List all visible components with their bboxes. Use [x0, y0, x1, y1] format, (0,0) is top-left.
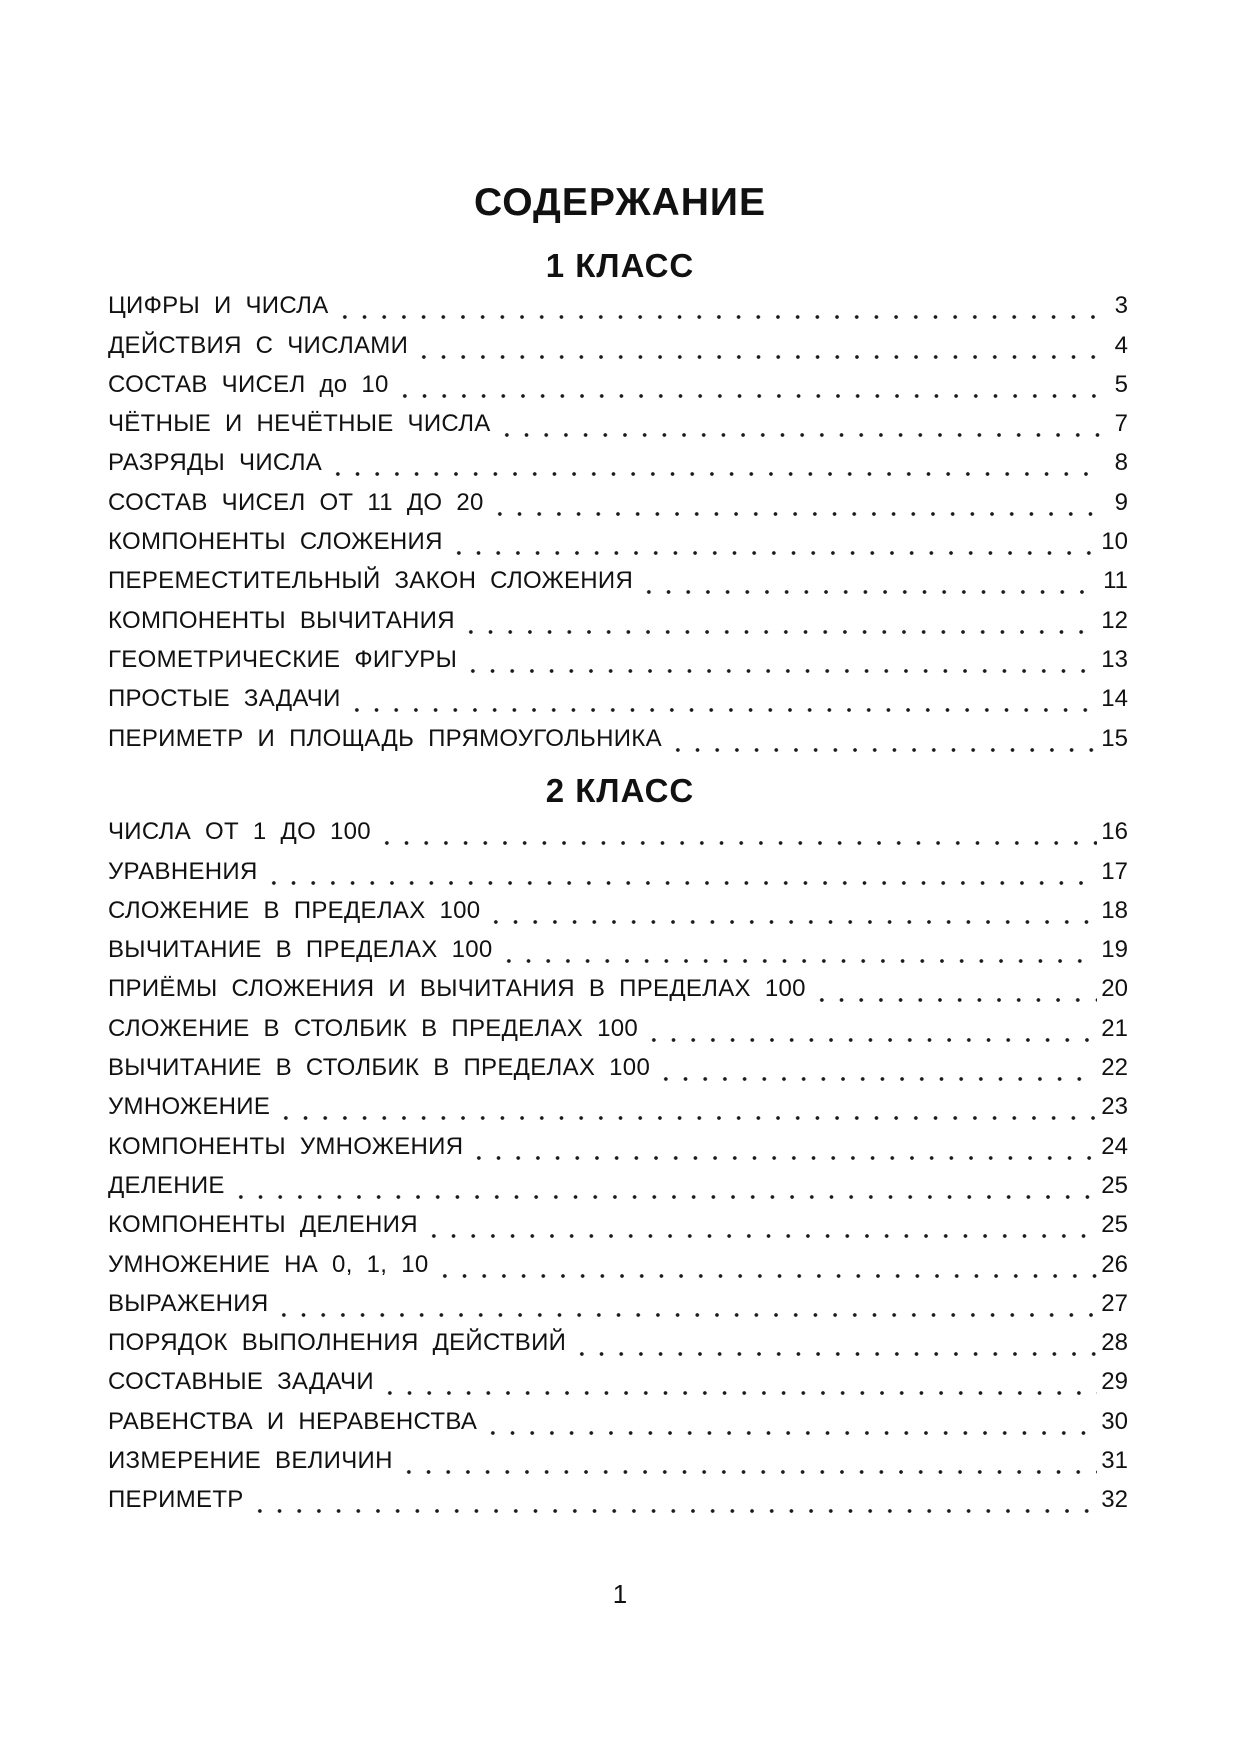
- dot-leader: [497, 409, 1102, 439]
- toc-entry-page-number: 15: [1101, 724, 1128, 752]
- toc-entry-page-number: 10: [1101, 528, 1128, 556]
- dot-leader: [399, 1446, 1098, 1476]
- toc-entry-page-number: 25: [1101, 1171, 1128, 1199]
- toc-entry-page-number: 29: [1101, 1368, 1128, 1396]
- toc-entry: [108, 847, 1128, 886]
- toc-entry-page-number: 17: [1101, 857, 1128, 885]
- toc-entry-page-number: 24: [1101, 1132, 1128, 1160]
- dot-leader: [414, 331, 1102, 361]
- toc-entry: [108, 1162, 1128, 1201]
- dot-leader: [639, 566, 1099, 596]
- toc-entry-title: ЧЁТНЫЕ И НЕЧЁТНЫЕ ЧИСЛА: [108, 410, 491, 438]
- dot-leader: [490, 488, 1102, 518]
- dot-leader: [668, 724, 1097, 754]
- toc-entry-page-number: 12: [1101, 606, 1128, 634]
- toc-entry: [108, 1004, 1128, 1043]
- toc-entry-title: ПЕРИМЕТР: [108, 1486, 244, 1514]
- toc-entry: [108, 808, 1128, 847]
- toc-entry-title: ПЕРИМЕТР И ПЛОЩАДЬ ПРЯМОУГОЛЬНИКА: [108, 724, 662, 752]
- dot-leader: [395, 370, 1102, 400]
- toc-entry-title: РАВЕНСТВА И НЕРАВЕНСТВА: [108, 1407, 478, 1435]
- dot-leader: [435, 1250, 1098, 1280]
- toc-entry-page-number: 31: [1101, 1447, 1128, 1475]
- dot-leader: [231, 1171, 1098, 1201]
- toc-entry-title: СОСТАВНЫЕ ЗАДАЧИ: [108, 1368, 374, 1396]
- toc-entry: [108, 1083, 1128, 1122]
- toc-entry: [108, 714, 1128, 753]
- toc-entry-title: ВЫЧИТАНИЕ В СТОЛБИК В ПРЕДЕЛАХ 100: [108, 1054, 651, 1082]
- dot-leader: [644, 1014, 1097, 1044]
- toc-entry-title: ЦИФРЫ И ЧИСЛА: [108, 292, 329, 320]
- toc-entry-title: ИЗМЕРЕНИЕ ВЕЛИЧИН: [108, 1447, 393, 1475]
- dot-leader: [483, 1407, 1097, 1437]
- toc-entry-title: СЛОЖЕНИЕ В СТОЛБИК В ПРЕДЕЛАХ 100: [108, 1014, 639, 1042]
- section-heading-grade-1: 1 КЛАСС: [545, 247, 695, 284]
- dot-leader: [499, 935, 1098, 965]
- toc-entry: [108, 1319, 1128, 1358]
- page-number: 1: [612, 1579, 628, 1609]
- dot-leader: [463, 645, 1097, 675]
- toc-entry-page-number: 4: [1114, 331, 1128, 359]
- toc-entry-title: СЛОЖЕНИЕ В ПРЕДЕЛАХ 100: [108, 896, 481, 924]
- toc-entry: [108, 887, 1128, 926]
- toc-entry-title: ПРИЁМЫ СЛОЖЕНИЯ И ВЫЧИТАНИЯ В ПРЕДЕЛАХ 100: [108, 975, 806, 1003]
- dot-leader: [380, 1367, 1097, 1397]
- toc-entry: [108, 965, 1128, 1004]
- toc-entry-page-number: 30: [1101, 1407, 1128, 1435]
- toc-entry-page-number: 14: [1101, 685, 1128, 713]
- toc-entry-title: УМНОЖЕНИЕ: [108, 1093, 271, 1121]
- page-title: СОДЕРЖАНИЕ: [474, 181, 766, 224]
- toc-list-grade-2: [108, 808, 1128, 1515]
- dot-leader: [274, 1289, 1097, 1319]
- toc-entry: [108, 596, 1128, 635]
- toc-entry-page-number: 13: [1101, 645, 1128, 673]
- toc-entry-page-number: 3: [1114, 292, 1128, 320]
- dot-leader: [377, 817, 1097, 847]
- toc-entry: [108, 636, 1128, 675]
- dot-leader: [250, 1485, 1098, 1515]
- dot-leader: [335, 291, 1102, 321]
- toc-entry: [108, 1280, 1128, 1319]
- toc-entry: [108, 478, 1128, 517]
- toc-entry-title: ДЕЛЕНИЕ: [108, 1171, 225, 1199]
- toc-entry: [108, 675, 1128, 714]
- toc-entry-page-number: 27: [1101, 1289, 1128, 1317]
- toc-entry: [108, 1397, 1128, 1436]
- toc-entry: [108, 1240, 1128, 1279]
- toc-entry-page-number: 25: [1101, 1211, 1128, 1239]
- toc-entry: [108, 1476, 1128, 1515]
- toc-entry-page-number: 11: [1103, 567, 1128, 595]
- toc-list-grade-1: [108, 282, 1128, 754]
- toc-entry-page-number: 9: [1114, 488, 1128, 516]
- dot-leader: [264, 857, 1098, 887]
- toc-entry: [108, 439, 1128, 478]
- toc-entry-title: ВЫРАЖЕНИЯ: [108, 1289, 269, 1317]
- dot-leader: [276, 1092, 1097, 1122]
- toc-entry-page-number: 32: [1101, 1486, 1128, 1514]
- toc-entry-page-number: 22: [1101, 1054, 1128, 1082]
- toc-entry-title: ДЕЙСТВИЯ С ЧИСЛАМИ: [108, 331, 409, 359]
- dot-leader: [486, 896, 1097, 926]
- dot-leader: [469, 1132, 1097, 1162]
- toc-entry: [108, 1358, 1128, 1397]
- toc-entry-title: ВЫЧИТАНИЕ В ПРЕДЕЛАХ 100: [108, 936, 493, 964]
- toc-entry-page-number: 23: [1101, 1093, 1128, 1121]
- dot-leader: [572, 1328, 1097, 1358]
- toc-entry-page-number: 20: [1101, 975, 1128, 1003]
- toc-entry: [108, 926, 1128, 965]
- toc-entry-page-number: 5: [1114, 370, 1128, 398]
- toc-entry-title: ПОРЯДОК ВЫПОЛНЕНИЯ ДЕЙСТВИЙ: [108, 1329, 567, 1357]
- toc-entry-title: ГЕОМЕТРИЧЕСКИЕ ФИГУРЫ: [108, 645, 458, 673]
- dot-leader: [656, 1053, 1097, 1083]
- toc-entry: [108, 1122, 1128, 1161]
- toc-entry: [108, 1437, 1128, 1476]
- dot-leader: [461, 606, 1097, 636]
- toc-entry: [108, 518, 1128, 557]
- dot-leader: [449, 527, 1098, 557]
- toc-entry: [108, 1044, 1128, 1083]
- toc-entry-title: УМНОЖЕНИЕ НА 0, 1, 10: [108, 1250, 429, 1278]
- section-heading-grade-2: 2 КЛАСС: [545, 772, 695, 809]
- toc-entry-title: СОСТАВ ЧИСЕЛ ОТ 11 ДО 20: [108, 488, 484, 516]
- toc-entry-title: ЧИСЛА ОТ 1 ДО 100: [108, 818, 371, 846]
- toc-entry-page-number: 21: [1101, 1014, 1128, 1042]
- toc-entry-title: ПРОСТЫЕ ЗАДАЧИ: [108, 685, 341, 713]
- toc-entry: [108, 361, 1128, 400]
- toc-entry-title: КОМПОНЕНТЫ ВЫЧИТАНИЯ: [108, 606, 455, 634]
- toc-entry-title: КОМПОНЕНТЫ УМНОЖЕНИЯ: [108, 1132, 464, 1160]
- toc-entry-title: УРАВНЕНИЯ: [108, 857, 258, 885]
- dot-leader: [347, 684, 1098, 714]
- toc-entry-page-number: 16: [1101, 818, 1128, 846]
- toc-entry: [108, 1201, 1128, 1240]
- toc-entry-title: ПЕРЕМЕСТИТЕЛЬНЫЙ ЗАКОН СЛОЖЕНИЯ: [108, 567, 634, 595]
- dot-leader: [328, 448, 1102, 478]
- dot-leader: [812, 974, 1098, 1004]
- toc-entry: [108, 321, 1128, 360]
- toc-entry-page-number: 8: [1114, 449, 1128, 477]
- toc-entry-page-number: 7: [1114, 410, 1128, 438]
- toc-entry-page-number: 26: [1101, 1250, 1128, 1278]
- dot-leader: [424, 1210, 1097, 1240]
- toc-entry-page-number: 18: [1101, 896, 1128, 924]
- toc-entry: [108, 400, 1128, 439]
- toc-entry-page-number: 19: [1101, 936, 1128, 964]
- toc-entry-title: КОМПОНЕНТЫ ДЕЛЕНИЯ: [108, 1211, 418, 1239]
- toc-entry-page-number: 28: [1101, 1329, 1128, 1357]
- toc-entry-title: КОМПОНЕНТЫ СЛОЖЕНИЯ: [108, 528, 443, 556]
- toc-entry: [108, 557, 1128, 596]
- toc-entry: [108, 282, 1128, 321]
- toc-entry-title: СОСТАВ ЧИСЕЛ до 10: [108, 370, 389, 398]
- toc-entry-title: РАЗРЯДЫ ЧИСЛА: [108, 449, 323, 477]
